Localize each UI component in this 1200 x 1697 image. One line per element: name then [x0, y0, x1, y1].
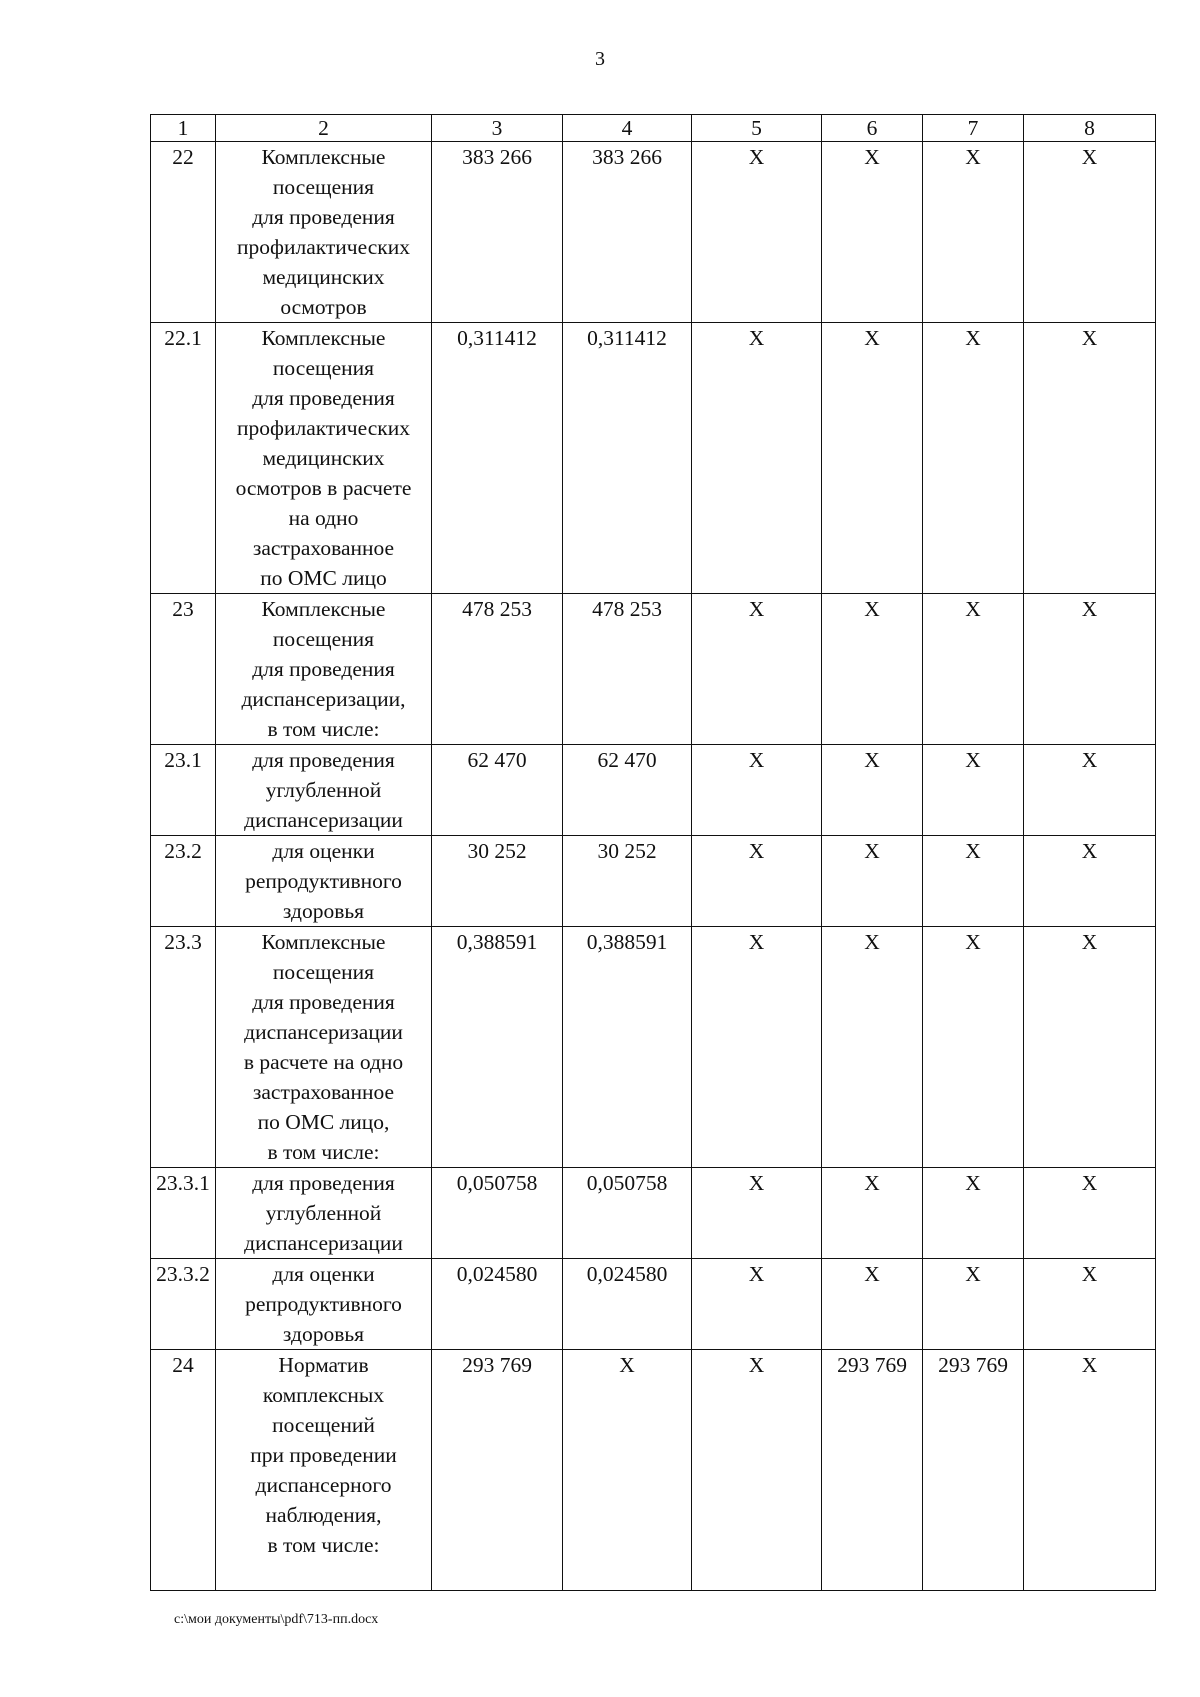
description-line: репродуктивного	[245, 869, 402, 893]
value-cell-col4: 62 470	[563, 745, 692, 836]
description-line: для проведения	[252, 990, 395, 1014]
description-cell	[216, 836, 432, 927]
value-cell-col5: X	[692, 1168, 822, 1259]
value-cell-col6: X	[822, 927, 923, 1168]
description-line: медицинских	[262, 265, 385, 289]
description-cell	[216, 745, 432, 836]
description-line: осмотров в расчете	[235, 476, 412, 500]
description-line: в том числе:	[267, 717, 380, 741]
description-line: посещения	[272, 627, 375, 651]
description-cell	[216, 927, 432, 1168]
value-cell-col8: X	[1024, 836, 1156, 927]
description-line: Комплексные	[261, 597, 386, 621]
data-table	[150, 114, 1156, 1591]
row-number-cell: 23.3	[151, 927, 216, 1168]
header-row	[151, 115, 1156, 142]
column-header: 4	[563, 115, 692, 142]
value-cell-col7: X	[923, 1259, 1024, 1350]
description-line: для оценки	[272, 1262, 375, 1286]
value-cell-col7: X	[923, 594, 1024, 745]
table-body	[151, 142, 1156, 1591]
description-line: в том числе:	[267, 1533, 380, 1557]
column-header: 1	[151, 115, 216, 142]
description-line: осмотров	[280, 295, 367, 319]
value-cell-col3: 30 252	[432, 836, 563, 927]
value-cell-col8: X	[1024, 323, 1156, 594]
value-cell-col7: X	[923, 323, 1024, 594]
table-row	[151, 1350, 1156, 1591]
table-row	[151, 745, 1156, 836]
value-cell-col6: X	[822, 142, 923, 323]
value-cell-col4: 383 266	[563, 142, 692, 323]
table-row	[151, 142, 1156, 323]
description-line: диспансеризации,	[241, 687, 406, 711]
description-line: репродуктивного	[245, 1292, 402, 1316]
description-line: профилактических	[237, 235, 410, 259]
description-cell	[216, 1168, 432, 1259]
description-line: застрахованное	[252, 536, 395, 560]
value-cell-col5: X	[692, 594, 822, 745]
value-cell-col7: 293 769	[923, 1350, 1024, 1591]
value-cell-col3: 0,050758	[432, 1168, 563, 1259]
value-cell-col3: 0,024580	[432, 1259, 563, 1350]
row-number-cell: 23	[151, 594, 216, 745]
description-line: посещения	[272, 175, 375, 199]
value-cell-col4: X	[563, 1350, 692, 1591]
value-cell-col5: X	[692, 927, 822, 1168]
column-header: 7	[923, 115, 1024, 142]
description-line: для оценки	[272, 839, 375, 863]
value-cell-col3: 0,311412	[432, 323, 563, 594]
column-header: 3	[432, 115, 563, 142]
description-line: в том числе:	[267, 1140, 380, 1164]
value-cell-col7: X	[923, 836, 1024, 927]
table-row	[151, 927, 1156, 1168]
value-cell-col7: X	[923, 927, 1024, 1168]
table-row	[151, 1259, 1156, 1350]
description-line: углубленной	[265, 778, 382, 802]
value-cell-col6: X	[822, 1168, 923, 1259]
column-header: 2	[216, 115, 432, 142]
table-row	[151, 836, 1156, 927]
table-row	[151, 323, 1156, 594]
description-line: для проведения	[252, 657, 395, 681]
description-line: для проведения	[252, 748, 395, 772]
row-number-cell: 22	[151, 142, 216, 323]
value-cell-col6: X	[822, 594, 923, 745]
description-line: профилактических	[237, 416, 410, 440]
value-cell-col3: 0,388591	[432, 927, 563, 1168]
value-cell-col8: X	[1024, 745, 1156, 836]
value-cell-col3: 478 253	[432, 594, 563, 745]
value-cell-col4: 0,050758	[563, 1168, 692, 1259]
value-cell-col8: X	[1024, 594, 1156, 745]
value-cell-col7: X	[923, 1168, 1024, 1259]
column-header: 8	[1024, 115, 1156, 142]
description-line: Комплексные	[261, 930, 386, 954]
value-cell-col8: X	[1024, 1259, 1156, 1350]
value-cell-col5: X	[692, 1350, 822, 1591]
value-cell-col5: X	[692, 836, 822, 927]
column-header: 6	[822, 115, 923, 142]
value-cell-col8: X	[1024, 927, 1156, 1168]
description-line: здоровья	[282, 899, 365, 923]
value-cell-col6: X	[822, 836, 923, 927]
value-cell-col6: 293 769	[822, 1350, 923, 1591]
description-line: диспансеризации	[244, 808, 403, 832]
description-line: посещения	[272, 960, 375, 984]
description-line: медицинских	[262, 446, 385, 470]
description-cell	[216, 594, 432, 745]
description-line: углубленной	[265, 1201, 382, 1225]
value-cell-col4: 0,311412	[563, 323, 692, 594]
description-line: диспансеризации	[244, 1231, 403, 1255]
description-line: посещения	[272, 356, 375, 380]
value-cell-col6: X	[822, 323, 923, 594]
description-line: по ОМС лицо	[260, 566, 387, 590]
value-cell-col3: 383 266	[432, 142, 563, 323]
description-line: диспансеризации	[244, 1020, 403, 1044]
description-line: Комплексные	[261, 145, 386, 169]
description-line: посещений	[272, 1413, 375, 1437]
value-cell-col4: 478 253	[563, 594, 692, 745]
value-cell-col8: X	[1024, 142, 1156, 323]
table-row	[151, 594, 1156, 745]
description-line: для проведения	[252, 205, 395, 229]
value-cell-col6: X	[822, 1259, 923, 1350]
description-line: при проведении	[250, 1443, 397, 1467]
column-header: 5	[692, 115, 822, 142]
description-line: для проведения	[252, 1171, 395, 1195]
row-number-cell: 23.3.2	[151, 1259, 216, 1350]
value-cell-col3: 293 769	[432, 1350, 563, 1591]
row-number-cell: 23.2	[151, 836, 216, 927]
description-line: наблюдения,	[265, 1503, 382, 1527]
description-line: по ОМС лицо,	[257, 1110, 390, 1134]
description-line: Норматив	[278, 1353, 369, 1377]
value-cell-col4: 0,388591	[563, 927, 692, 1168]
description-line: для проведения	[252, 386, 395, 410]
value-cell-col5: X	[692, 1259, 822, 1350]
value-cell-col4: 30 252	[563, 836, 692, 927]
row-number-cell: 23.3.1	[151, 1168, 216, 1259]
row-number-cell: 23.1	[151, 745, 216, 836]
description-line: Комплексные	[261, 326, 386, 350]
table-row	[151, 1168, 1156, 1259]
value-cell-col8: X	[1024, 1350, 1156, 1591]
description-line: на одно	[288, 506, 359, 530]
value-cell-col5: X	[692, 745, 822, 836]
description-cell	[216, 142, 432, 323]
description-line: в расчете на одно	[243, 1050, 404, 1074]
value-cell-col5: X	[692, 323, 822, 594]
row-number-cell: 24	[151, 1350, 216, 1591]
value-cell-col5: X	[692, 142, 822, 323]
description-cell	[216, 323, 432, 594]
description-cell	[216, 1259, 432, 1350]
footer-file-path: c:\мои документы\pdf\713-пп.docx	[174, 1612, 379, 1627]
value-cell-col6: X	[822, 745, 923, 836]
page-number: 3	[595, 48, 605, 70]
value-cell-col8: X	[1024, 1168, 1156, 1259]
value-cell-col3: 62 470	[432, 745, 563, 836]
description-line: застрахованное	[252, 1080, 395, 1104]
description-line: здоровья	[282, 1322, 365, 1346]
value-cell-col4: 0,024580	[563, 1259, 692, 1350]
value-cell-col7: X	[923, 142, 1024, 323]
value-cell-col7: X	[923, 745, 1024, 836]
description-line: диспансерного	[255, 1473, 392, 1497]
description-line: комплексных	[262, 1383, 385, 1407]
row-number-cell: 22.1	[151, 323, 216, 594]
description-cell	[216, 1350, 432, 1591]
